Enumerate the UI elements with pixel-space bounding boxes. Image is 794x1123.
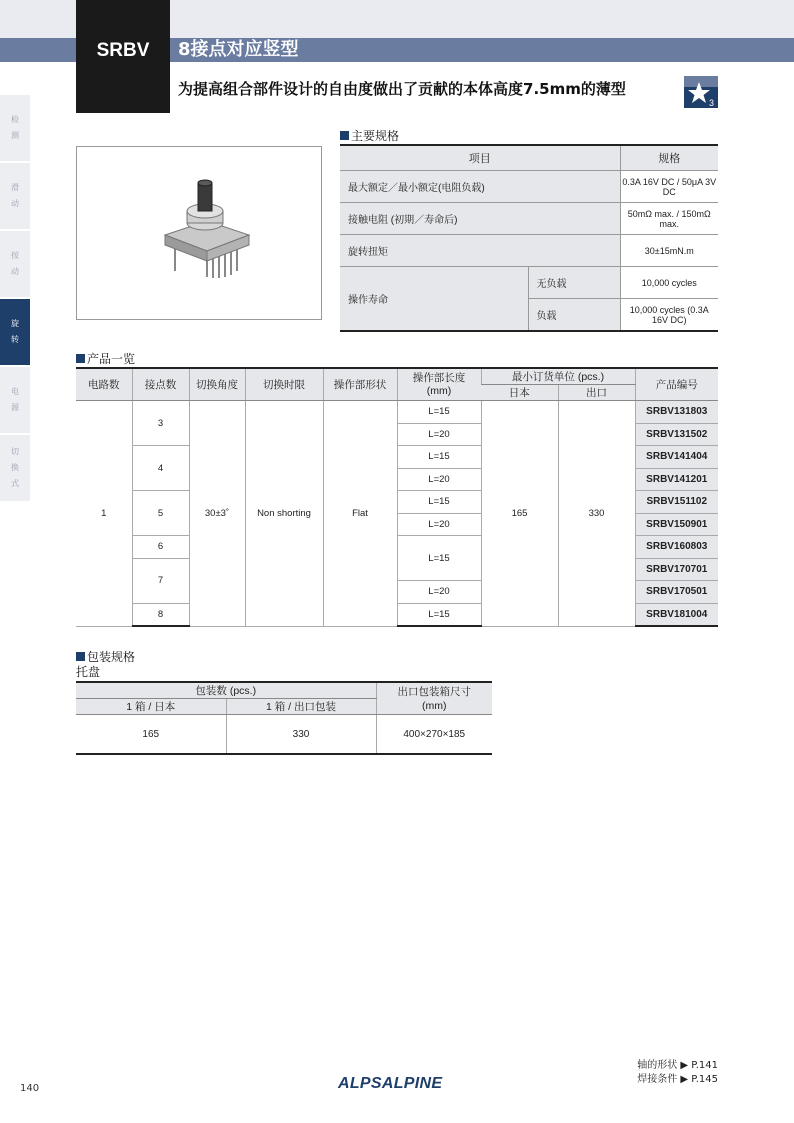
cell-part-number: SRBV150901 bbox=[635, 513, 718, 536]
col-moq-export: 出口 bbox=[558, 385, 635, 401]
col-part-no: 产品编号 bbox=[635, 368, 718, 401]
series-code: SRBV bbox=[96, 40, 150, 61]
specs-section-label bbox=[340, 127, 399, 144]
cell-timing: Non shorting bbox=[245, 401, 323, 627]
spec-subitem: 无负载 bbox=[528, 267, 620, 299]
cell-part-number: SRBV141201 bbox=[635, 468, 718, 491]
spec-value: 0.3A 16V DC / 50μA 3V DC bbox=[620, 171, 718, 203]
col-circuits: 电路数 bbox=[76, 368, 132, 401]
cell-part-number: SRBV170701 bbox=[635, 558, 718, 581]
cell-moq-export: 330 bbox=[558, 401, 635, 627]
sidebar-tab-label: 动 bbox=[11, 267, 19, 276]
cell-part-number: SRBV131803 bbox=[635, 401, 718, 424]
spec-item-life: 操作寿命 bbox=[340, 267, 528, 332]
spec-subitem: 负载 bbox=[528, 299, 620, 332]
soldering-conditions-link[interactable]: 焊接条件 ▶ P.145 bbox=[637, 1074, 718, 1085]
cell-contacts: 8 bbox=[132, 603, 189, 626]
cell-length: L=15 bbox=[397, 603, 481, 626]
sidebar-tab-label: 切 bbox=[11, 447, 19, 456]
sidebar-tab-label: 电 bbox=[11, 387, 19, 396]
section-square-icon bbox=[76, 354, 85, 363]
cell-contacts: 7 bbox=[132, 558, 189, 603]
sidebar-tab-label: 式 bbox=[11, 479, 19, 488]
spec-header-item: 项目 bbox=[340, 145, 620, 171]
products-section-label bbox=[76, 350, 135, 367]
cell-part-number: SRBV160803 bbox=[635, 536, 718, 559]
spec-value: 10,000 cycles bbox=[620, 267, 718, 299]
sidebar-tab-label: 换 bbox=[11, 463, 19, 472]
category-sidebar bbox=[0, 95, 30, 503]
table-row bbox=[340, 203, 718, 235]
cell-part-number: SRBV181004 bbox=[635, 603, 718, 626]
sidebar-tab-push[interactable] bbox=[0, 231, 30, 297]
series-code-block bbox=[76, 0, 170, 113]
pack-cell-export: 330 bbox=[226, 715, 376, 755]
spec-value: 50mΩ max. / 150mΩ max. bbox=[620, 203, 718, 235]
product-list-table bbox=[76, 367, 718, 627]
spec-header-spec: 规格 bbox=[620, 145, 718, 171]
sidebar-tab-power[interactable] bbox=[0, 367, 30, 433]
pack-header-export: 1 箱 / 出口包装 bbox=[226, 699, 376, 715]
packing-section-title: 包装规格 bbox=[87, 650, 136, 664]
page-subtitle: 为提高组合部件设计的自由度做出了贡献的本体高度7.5mm的薄型 bbox=[178, 80, 626, 98]
spec-item: 最大额定／最小额定(电阻负载) bbox=[340, 171, 620, 203]
page-number: 140 bbox=[20, 1083, 40, 1094]
spec-value: 10,000 cycles (0.3A 16V DC) bbox=[620, 299, 718, 332]
sidebar-tab-switching[interactable] bbox=[0, 435, 30, 501]
col-length: 操作部长度 (mm) bbox=[397, 368, 481, 401]
cell-length: L=15 bbox=[397, 491, 481, 514]
table-row bbox=[76, 401, 718, 424]
rotary-switch-image bbox=[77, 147, 321, 319]
cell-part-number: SRBV141404 bbox=[635, 446, 718, 469]
section-square-icon bbox=[340, 131, 349, 140]
table-row bbox=[340, 235, 718, 267]
products-section-title: 产品一览 bbox=[87, 352, 136, 366]
sidebar-tab-rotary[interactable] bbox=[0, 299, 30, 365]
badge-number: 3 bbox=[709, 98, 715, 108]
sidebar-tab-label: 转 bbox=[11, 335, 19, 344]
cell-circuits: 1 bbox=[76, 401, 132, 627]
col-contacts: 接点数 bbox=[132, 368, 189, 401]
packing-table bbox=[76, 681, 492, 755]
table-row bbox=[340, 171, 718, 203]
col-moq-japan: 日本 bbox=[481, 385, 558, 401]
sidebar-tab-label: 按 bbox=[11, 251, 19, 260]
cell-angle: 30±3˚ bbox=[189, 401, 245, 627]
table-row bbox=[76, 715, 492, 755]
brand-logo: ALPSALPINE bbox=[338, 1075, 443, 1092]
star-rating-badge-icon bbox=[684, 76, 718, 108]
cell-moq-japan: 165 bbox=[481, 401, 558, 627]
cell-length: L=20 bbox=[397, 423, 481, 446]
cell-length: L=20 bbox=[397, 581, 481, 604]
col-timing: 切换时限 bbox=[245, 368, 323, 401]
specs-section-title: 主要规格 bbox=[351, 129, 400, 143]
cell-part-number: SRBV131502 bbox=[635, 423, 718, 446]
col-angle: 切换角度 bbox=[189, 368, 245, 401]
cell-contacts: 4 bbox=[132, 446, 189, 491]
series-title: 8接点对应竖型 bbox=[178, 39, 299, 60]
sidebar-tab-label: 动 bbox=[11, 199, 19, 208]
sidebar-tab-label: 测 bbox=[11, 131, 19, 140]
sidebar-tab-label: 旋 bbox=[11, 319, 19, 328]
sidebar-tab-label: 检 bbox=[11, 115, 19, 124]
sidebar-tab-label: 源 bbox=[11, 403, 19, 412]
spec-item: 旋转扭矩 bbox=[340, 235, 620, 267]
cell-contacts: 5 bbox=[132, 491, 189, 536]
product-photo bbox=[76, 146, 322, 320]
pack-cell-japan: 165 bbox=[76, 715, 226, 755]
cell-length: L=15 bbox=[397, 401, 481, 424]
spec-value: 30±15mN.m bbox=[620, 235, 718, 267]
shaft-shape-link[interactable]: 轴的形状 ▶ P.141 bbox=[637, 1060, 718, 1071]
sidebar-tab-label: 滑 bbox=[11, 183, 19, 192]
cell-length: L=20 bbox=[397, 513, 481, 536]
cell-part-number: SRBV170501 bbox=[635, 581, 718, 604]
section-square-icon bbox=[76, 652, 85, 661]
table-row bbox=[340, 267, 718, 299]
pack-header-qty: 包装数 (pcs.) bbox=[76, 682, 376, 699]
packing-type: 托盘 bbox=[76, 665, 101, 679]
cell-length: L=20 bbox=[397, 468, 481, 491]
pack-header-japan: 1 箱 / 日本 bbox=[76, 699, 226, 715]
footer-references bbox=[637, 1059, 718, 1087]
cell-contacts: 6 bbox=[132, 536, 189, 559]
sidebar-tab-slide[interactable] bbox=[0, 163, 30, 229]
col-moq: 最小订货单位 (pcs.) bbox=[481, 368, 635, 385]
cell-contacts: 3 bbox=[132, 401, 189, 446]
cell-length: L=15 bbox=[397, 536, 481, 581]
pack-cell-dims: 400×270×185 bbox=[376, 715, 492, 755]
cell-length: L=15 bbox=[397, 446, 481, 469]
col-shape: 操作部形状 bbox=[323, 368, 397, 401]
pack-header-dims: 出口包装箱尺寸 (mm) bbox=[376, 682, 492, 715]
cell-shape: Flat bbox=[323, 401, 397, 627]
main-spec-table bbox=[340, 144, 718, 332]
spec-item: 接触电阻 (初期／寿命后) bbox=[340, 203, 620, 235]
cell-part-number: SRBV151102 bbox=[635, 491, 718, 514]
sidebar-tab-detection[interactable] bbox=[0, 95, 30, 161]
